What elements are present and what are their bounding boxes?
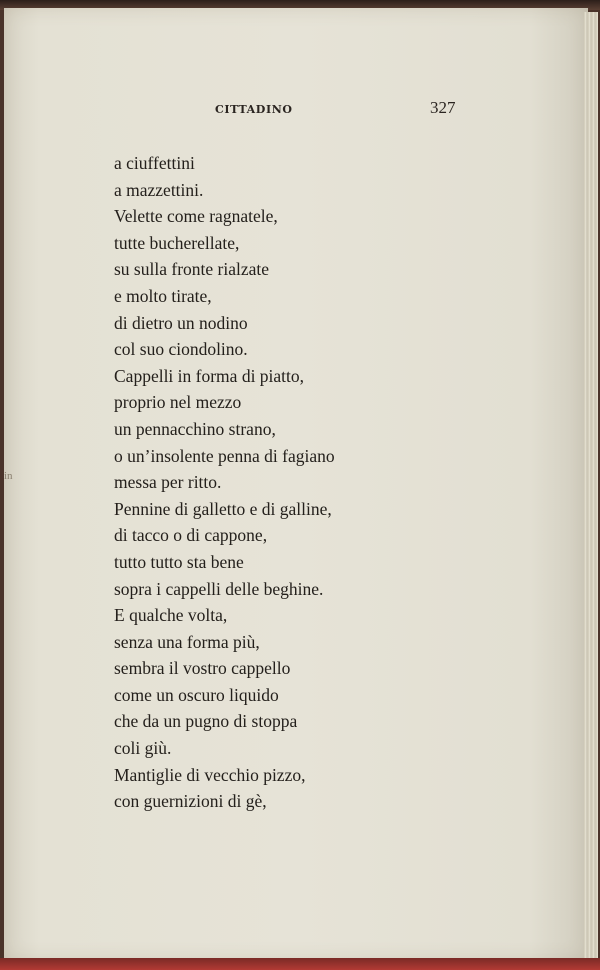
poem-line: con guernizioni di gè, <box>114 791 267 812</box>
poem-line: senza una forma più, <box>114 631 260 652</box>
poem-line: messa per ritto. <box>114 472 222 493</box>
page-number: 327 <box>430 98 456 117</box>
poem-line: su sulla fronte rialzate <box>114 259 270 280</box>
poem-line: sembra il vostro cappello <box>114 658 291 679</box>
poem-line: Mantiglie di vecchio pizzo, <box>114 764 306 785</box>
poem-line: tutto tutto sta bene <box>114 551 244 572</box>
poem-line: Pennine di galletto e di galline, <box>114 498 332 519</box>
poem-line: col suo ciondolino. <box>114 339 248 360</box>
poem-line: Velette come ragnatele, <box>114 206 278 227</box>
poem-line: a ciuffettini <box>114 153 195 173</box>
poem-line: che da un pugno di stoppa <box>114 711 298 732</box>
running-head: CITTADINO <box>215 103 293 116</box>
poem-line: Cappelli in forma di piatto, <box>114 365 305 386</box>
poem-line: o un’insolente penna di fagiano <box>114 445 335 466</box>
book-bottom-edge <box>0 958 600 970</box>
poem-line: coli giù. <box>114 738 172 759</box>
poem-line: proprio nel mezzo <box>114 392 242 413</box>
poem-line: di dietro un nodino <box>114 312 248 333</box>
poem-line: E qualche volta, <box>114 605 228 626</box>
poem-line: come un oscuro liquido <box>114 684 279 705</box>
poem-line: un pennacchino strano, <box>114 418 276 439</box>
poem-line: a mazzettini. <box>114 179 204 200</box>
poem-line: e molto tirate, <box>114 285 212 306</box>
poem-text <box>114 150 335 815</box>
margin-bleed-mark: in <box>4 470 13 482</box>
poem-line: tutte bucherellate, <box>114 232 240 253</box>
poem-line: sopra i cappelli delle beghine. <box>114 578 324 599</box>
poem-line: di tacco o di cappone, <box>114 525 268 546</box>
page-edges <box>584 12 598 958</box>
